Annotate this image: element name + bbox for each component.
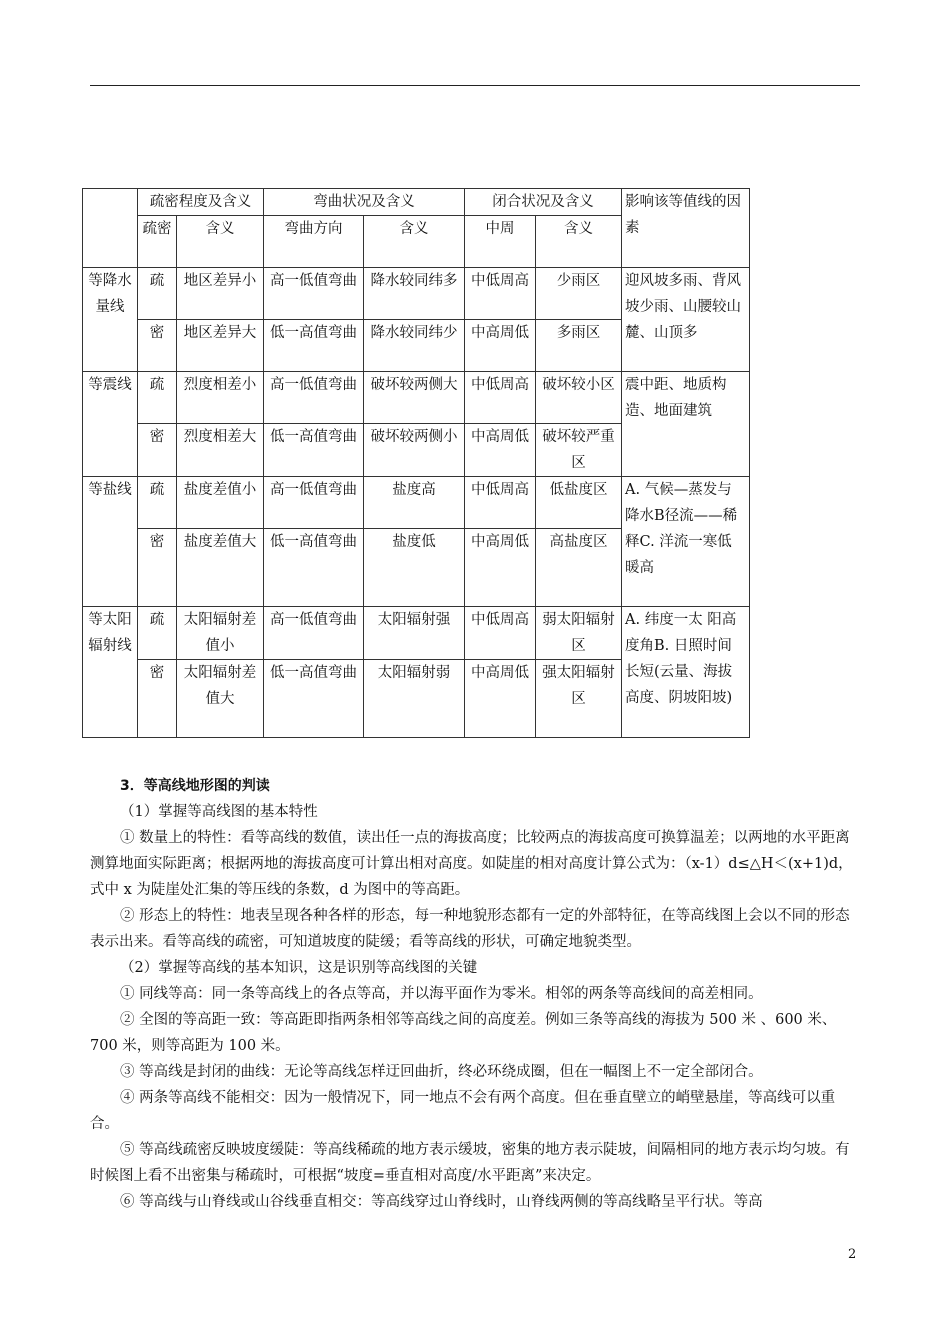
paragraph: ② 全图的等高距一致：等高距即指两条相邻等高线之间的高度差。例如三条等高线的海拔为 500 米 、600 米、700 米，则等高距为 100 米。 — [90, 1012, 837, 1054]
bend-meaning-cell: 太阳辐射弱 — [364, 660, 465, 738]
bend-cell: 高一低值弯曲 — [264, 477, 364, 529]
meaning-cell: 盐度差值小 — [177, 477, 264, 529]
paragraph: ④ 两条等高线不能相交：因为一般情况下，同一地点不会有两个高度。但在垂直壁立的峭壁悬崖，等高线可以重合。 — [90, 1090, 836, 1132]
density-meaning-header: 含义 — [177, 216, 264, 268]
bend-meaning-cell: 破坏较两侧小 — [364, 424, 465, 477]
meaning-cell: 烈度相差大 — [177, 424, 264, 477]
bend-meaning-cell: 降水较同纬少 — [364, 320, 465, 372]
paragraph: ② 形态上的特性：地表呈现各种各样的形态，每一种地貌形态都有一定的外部特征，在等高线图上会以不同的形态表示出来。看等高线的疏密，可知道坡度的陡缓；看等高线的形状，可确定地貌类型。 — [90, 908, 850, 950]
closure-meaning-cell: 多雨区 — [536, 320, 622, 372]
row-group-label: 等盐线 — [83, 477, 138, 607]
density-group-header: 疏密程度及含义 — [138, 189, 264, 216]
page-number: 2 — [848, 1247, 857, 1262]
density-cell: 密 — [138, 320, 177, 372]
paragraph: ① 数量上的特性：看等高线的数值，读出任一点的海拔高度；比较两点的海拔高度可换算温差；以两地的水平距离测算地面实际距离；根据两地的海拔高度可计算出相对高度。如陡崖的相对高度计算公式为：（x-1）d≤△H＜(x+1)d，式中 x 为陡崖处汇集的等压线的条数，d 为图中的等高距。 — [90, 830, 853, 898]
closure-center-header: 中周 — [465, 216, 536, 268]
closure-cell: 中低周高 — [465, 268, 536, 320]
bend-cell: 高一低值弯曲 — [264, 607, 364, 660]
closure-meaning-cell: 弱太阳辐射区 — [536, 607, 622, 660]
header-rule — [90, 85, 860, 86]
section-heading: 3．等高线地形图的判读 — [120, 778, 270, 794]
meaning-cell: 盐度差值大 — [177, 529, 264, 607]
meaning-cell: 地区差异小 — [177, 268, 264, 320]
factors-cell: 震中距、地质构造、地面建筑 — [622, 372, 750, 477]
bend-meaning-cell: 太阳辐射强 — [364, 607, 465, 660]
bend-direction-header: 弯曲方向 — [264, 216, 364, 268]
closure-meaning-cell: 强太阳辐射区 — [536, 660, 622, 738]
paragraph: ③ 等高线是封闭的曲线：无论等高线怎样迂回曲折，终必环绕成圈，但在一幅图上不一定全部闭合。 — [120, 1064, 763, 1080]
bend-meaning-cell: 破坏较两侧大 — [364, 372, 465, 424]
closure-meaning-cell: 少雨区 — [536, 268, 622, 320]
closure-meaning-header: 含义 — [536, 216, 622, 268]
bend-cell: 低一高值弯曲 — [264, 424, 364, 477]
density-cell: 疏 — [138, 477, 177, 529]
paragraph: ① 同线等高：同一条等高线上的各点等高，并以海平面作为零米。相邻的两条等高线间的高差相同。 — [120, 986, 763, 1002]
row-group-label: 等震线 — [83, 372, 138, 477]
bend-cell: 高一低值弯曲 — [264, 372, 364, 424]
density-cell: 密 — [138, 424, 177, 477]
paragraph: ⑤ 等高线疏密反映坡度缓陡：等高线稀疏的地方表示缓坡，密集的地方表示陡坡，间隔相同的地方表示均匀坡。有时候图上看不出密集与稀疏时，可根据“坡度=垂直相对高度/水平距离”来决定。 — [90, 1142, 850, 1184]
meaning-cell: 地区差异大 — [177, 320, 264, 372]
closure-cell: 中低周高 — [465, 607, 536, 660]
factors-header: 影响该等值线的因素 — [622, 189, 750, 268]
meaning-cell: 太阳辐射差值大 — [177, 660, 264, 738]
factors-cell: A. 纬度一太 阳高度角B. 日照时间长短(云量、海拔高度、阴坡阳坡) — [622, 607, 750, 738]
subsection-1: （1）掌握等高线图的基本特性 — [120, 804, 318, 820]
closure-cell: 中高周低 — [465, 529, 536, 607]
closure-meaning-cell: 高盐度区 — [536, 529, 622, 607]
bend-meaning-cell: 盐度低 — [364, 529, 465, 607]
closure-meaning-cell: 破坏较严重区 — [536, 424, 622, 477]
bend-meaning-header: 含义 — [364, 216, 465, 268]
subsection-2: （2）掌握等高线的基本知识，这是识别等高线图的关键 — [120, 960, 478, 976]
closure-meaning-cell: 低盐度区 — [536, 477, 622, 529]
closure-cell: 中高周低 — [465, 660, 536, 738]
body-text — [90, 773, 862, 1215]
bend-group-header: 弯曲状况及含义 — [264, 189, 465, 216]
closure-cell: 中高周低 — [465, 424, 536, 477]
bend-meaning-cell: 降水较同纬多 — [364, 268, 465, 320]
closure-meaning-cell: 破坏较小区 — [536, 372, 622, 424]
meaning-cell: 太阳辐射差值小 — [177, 607, 264, 660]
meaning-cell: 烈度相差小 — [177, 372, 264, 424]
paragraph: ⑥ 等高线与山脊线或山谷线垂直相交：等高线穿过山脊线时，山脊线两侧的等高线略呈平行状。等高 — [120, 1194, 763, 1210]
density-cell: 疏 — [138, 372, 177, 424]
isoline-comparison-table — [82, 188, 750, 738]
bend-cell: 低一高值弯曲 — [264, 320, 364, 372]
row-group-label: 等太阳辐射线 — [83, 607, 138, 738]
bend-cell: 低一高值弯曲 — [264, 529, 364, 607]
corner-cell — [83, 189, 138, 268]
bend-meaning-cell: 盐度高 — [364, 477, 465, 529]
bend-cell: 高一低值弯曲 — [264, 268, 364, 320]
closure-group-header: 闭合状况及含义 — [465, 189, 622, 216]
density-cell: 疏 — [138, 607, 177, 660]
closure-cell: 中低周高 — [465, 372, 536, 424]
closure-cell: 中低周高 — [465, 477, 536, 529]
bend-cell: 低一高值弯曲 — [264, 660, 364, 738]
closure-cell: 中高周低 — [465, 320, 536, 372]
factors-cell: A. 气候—蒸发与降水B径流——稀释C. 洋流一寒低暖高 — [622, 477, 750, 607]
density-cell: 疏 — [138, 268, 177, 320]
density-cell: 密 — [138, 660, 177, 738]
row-group-label: 等降水量线 — [83, 268, 138, 372]
density-header: 疏密 — [138, 216, 177, 268]
density-cell: 密 — [138, 529, 177, 607]
factors-cell: 迎风坡多雨、背风坡少雨、山腰较山麓、山顶多 — [622, 268, 750, 372]
